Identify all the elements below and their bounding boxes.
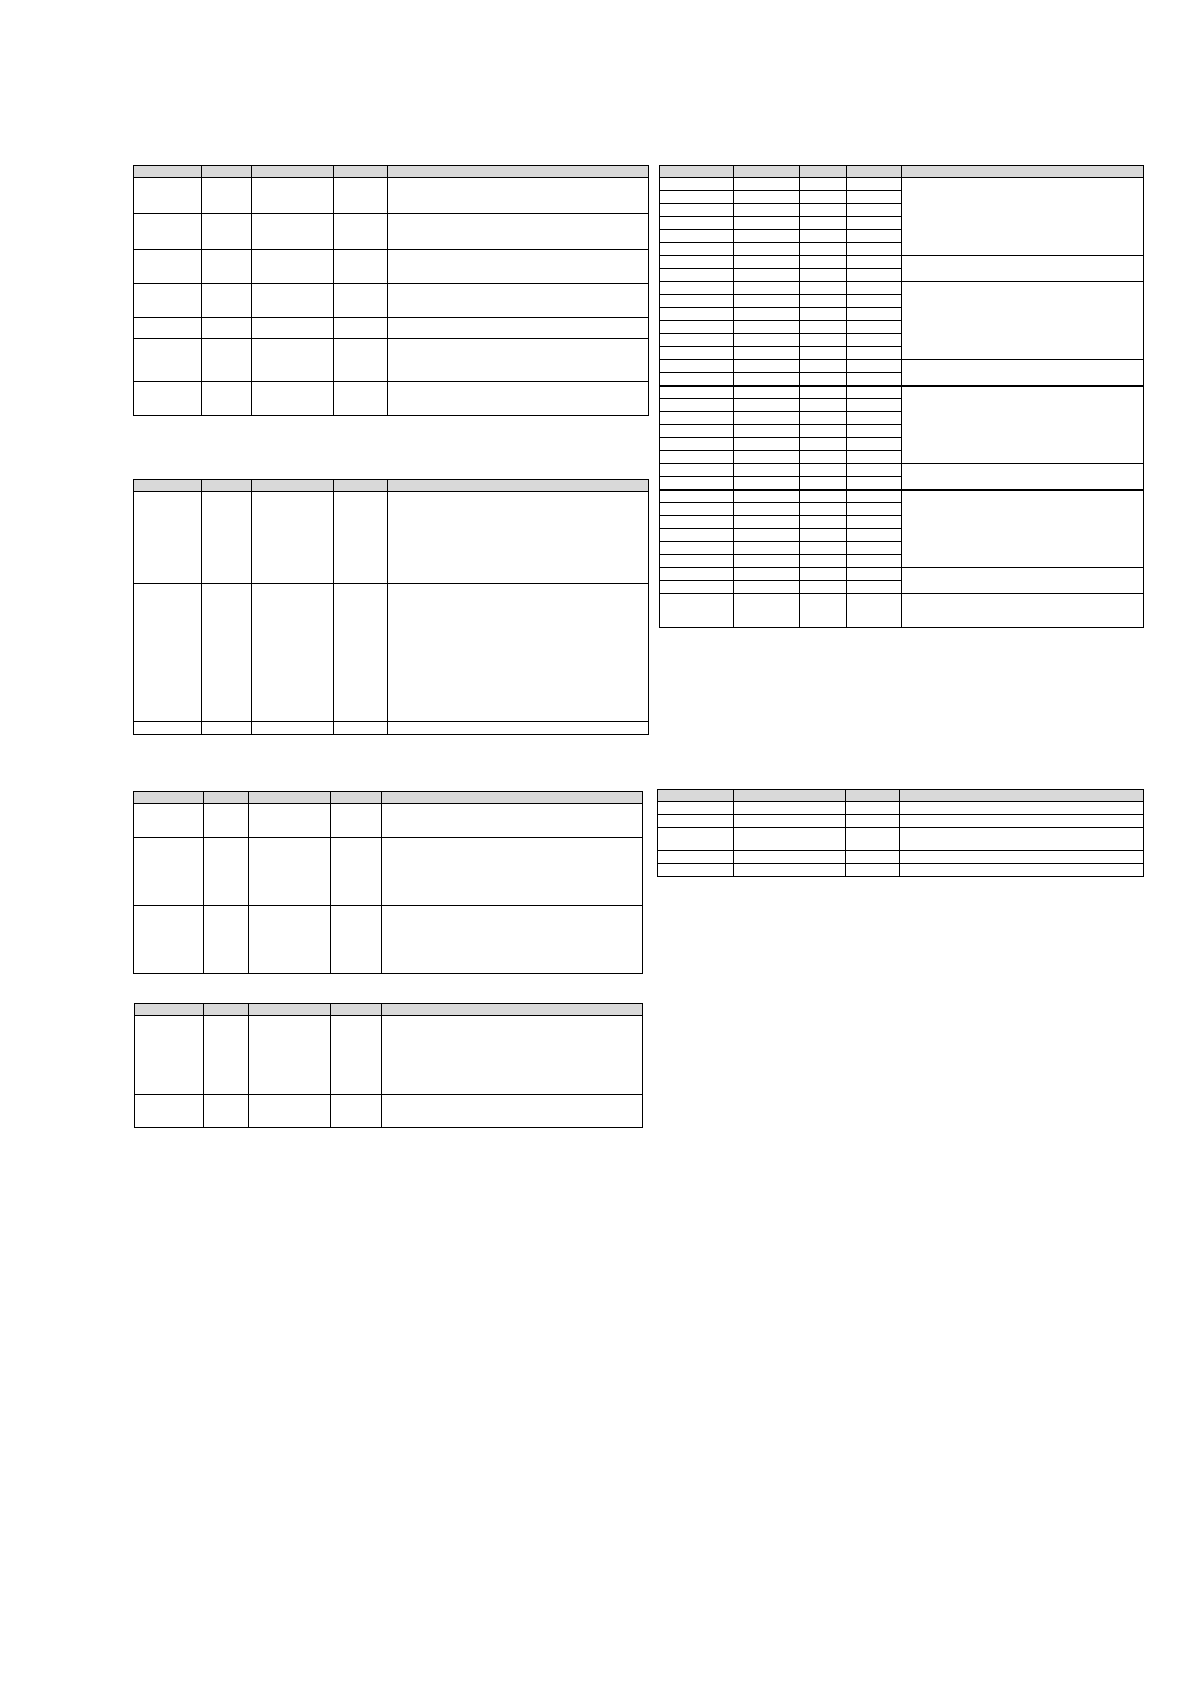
table-5: [659, 165, 1144, 628]
column-header: [202, 166, 252, 178]
table-2: [133, 479, 649, 735]
table-row: [658, 851, 1144, 864]
column-header: [846, 790, 900, 802]
column-header: [202, 480, 252, 492]
table-6: [657, 789, 1144, 877]
column-header: [249, 792, 331, 804]
column-header: [204, 1004, 249, 1016]
column-header: [134, 792, 204, 804]
table-row: [660, 464, 1144, 477]
column-header: [382, 792, 643, 804]
table-row: [660, 568, 1144, 581]
table-row: [134, 584, 649, 722]
column-header: [252, 166, 334, 178]
table-row: [658, 802, 1144, 815]
column-header: [331, 1004, 382, 1016]
column-header: [847, 166, 902, 178]
table-row: [660, 178, 1144, 191]
column-header: [382, 1004, 643, 1016]
column-header: [734, 790, 846, 802]
column-header: [388, 166, 649, 178]
table-row: [660, 256, 1144, 269]
column-header: [388, 480, 649, 492]
table-row: [134, 906, 643, 974]
table-1: [133, 165, 649, 416]
table-header-row: [134, 480, 649, 492]
column-header: [800, 166, 847, 178]
table-row: [134, 382, 649, 416]
table-row: [135, 1095, 643, 1128]
table-row: [660, 282, 1144, 295]
table-header-row: [134, 166, 649, 178]
column-header: [204, 792, 249, 804]
table-row: [134, 804, 643, 838]
table-row: [134, 214, 649, 250]
column-header: [900, 790, 1144, 802]
table-row: [658, 864, 1144, 877]
column-header: [660, 166, 734, 178]
column-header: [134, 166, 202, 178]
column-header: [902, 166, 1144, 178]
column-header: [252, 480, 334, 492]
table-row: [134, 284, 649, 318]
column-header: [658, 790, 734, 802]
table-row: [134, 250, 649, 284]
table-row: [134, 318, 649, 339]
table-header-row: [134, 792, 643, 804]
column-header: [249, 1004, 331, 1016]
column-header: [135, 1004, 204, 1016]
column-header: [334, 480, 388, 492]
table-row: [134, 178, 649, 214]
column-header: [734, 166, 800, 178]
table-row: [660, 490, 1144, 503]
table-header-row: [660, 166, 1144, 178]
table-3: [133, 791, 643, 974]
table-row: [660, 360, 1144, 373]
table-row: [134, 838, 643, 906]
table-row: [134, 722, 649, 735]
table-row: [135, 1016, 643, 1095]
table-row: [660, 594, 1144, 628]
column-header: [134, 480, 202, 492]
table-header-row: [658, 790, 1144, 802]
table-row: [660, 386, 1144, 399]
column-header: [334, 166, 388, 178]
table-4: [134, 1003, 643, 1128]
column-header: [331, 792, 382, 804]
table-row: [134, 339, 649, 382]
table-row: [658, 828, 1144, 851]
table-header-row: [135, 1004, 643, 1016]
table-row: [658, 815, 1144, 828]
table-row: [134, 492, 649, 584]
